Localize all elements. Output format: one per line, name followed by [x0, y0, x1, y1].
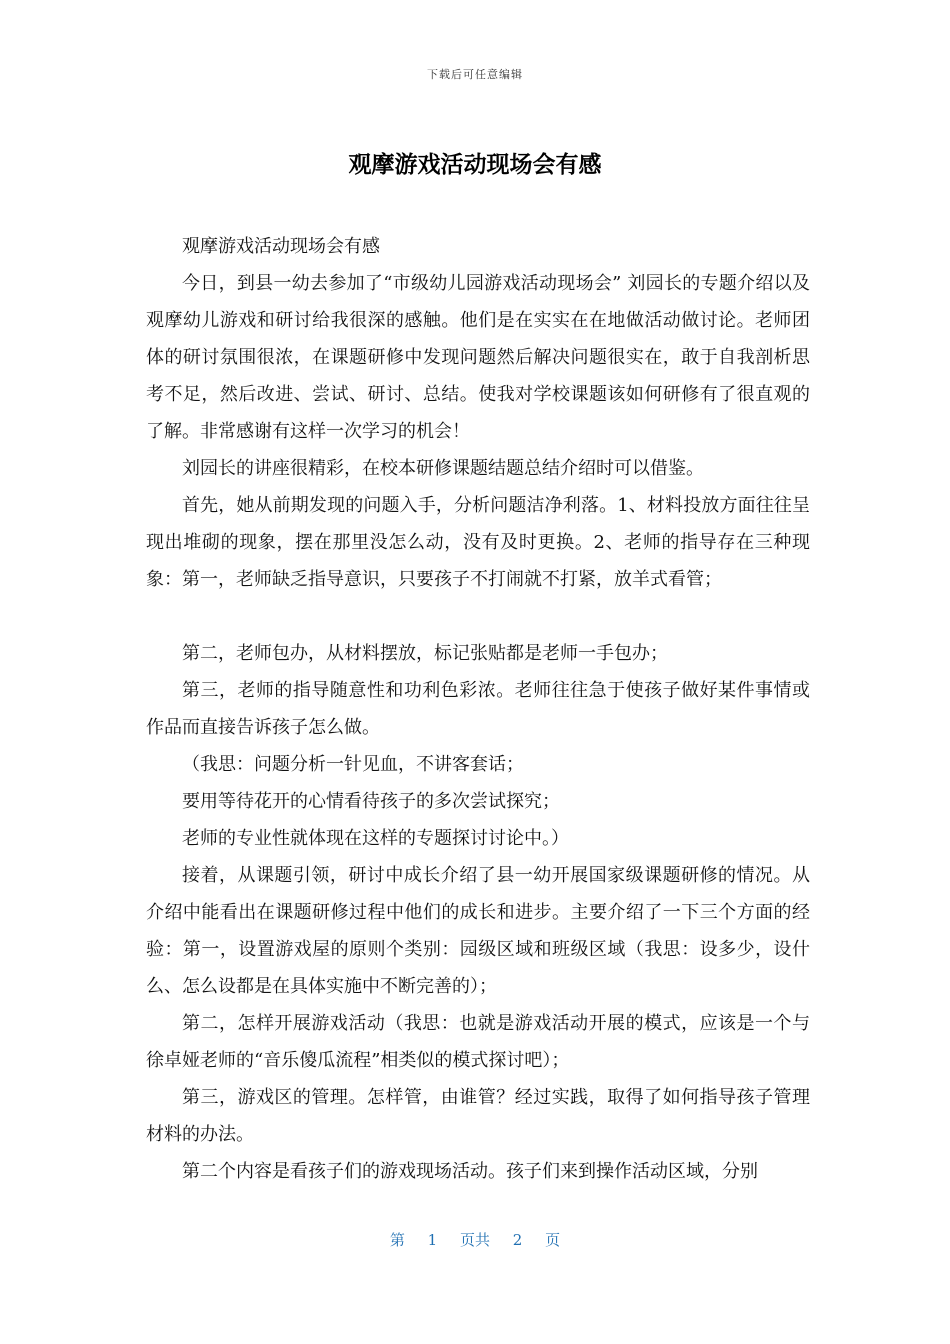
paragraph: 刘园长的讲座很精彩，在校本研修课题结题总结介绍时可以借鉴。: [182, 458, 704, 479]
paragraph: （我思：问题分析一针见血，不讲客套话；: [182, 754, 524, 775]
paragraph: 第二，怎样开展游戏活动（我思：也就是游戏活动开展的模式，应该是一个与徐卓娅老师的“音乐傻瓜流程”相类似的模式探讨吧）；: [146, 1013, 810, 1071]
paragraph: 今日，到县一幼去参加了“市级幼儿园游戏活动现场会” 刘园长的专题介绍以及观摩幼儿游戏和研讨给我很深的感触。他们是在实实在在地做活动做讨论。老师团体的研讨氛围很浓，在课题研修中发现问题然后解决问题很实在，敢于自我剖析思考不足，然后改进、尝试、研讨、总结。使我对学校课题该如何研修有了很直观的了解。非常感谢有这样一次学习的机会！: [146, 273, 810, 442]
footer-suffix: 页: [545, 1231, 561, 1249]
paragraph: 第二，老师包办，从材料摆放，标记张贴都是老师一手包办；: [182, 643, 668, 664]
paragraph: 第二个内容是看孩子们的游戏现场活动。孩子们来到操作活动区域，分别: [182, 1161, 758, 1182]
paragraph: 接着，从课题引领，研讨中成长介绍了县一幼开展国家级课题研修的情况。从介绍中能看出在课题研修过程中他们的成长和进步。主要介绍了一下三个方面的经验：第一，设置游戏屋的原则个类别：园级区域和班级区域（我思：设多少，设什么、怎么设都是在具体实施中不断完善的）；: [146, 865, 810, 997]
paragraph: 第三，老师的指导随意性和功利色彩浓。老师往往急于使孩子做好某件事情或作品而直接告诉孩子怎么做。: [146, 680, 810, 738]
document-body: [146, 228, 810, 1190]
paragraph: 要用等待花开的心情看待孩子的多次尝试探究；: [182, 791, 560, 812]
footer-total-pages: 2: [512, 1231, 523, 1249]
header-note: 下载后可任意编辑: [427, 68, 523, 81]
footer-prefix: 第: [389, 1231, 405, 1249]
paragraph: 老师的专业性就体现在这样的专题探讨讨论中。）: [182, 828, 569, 849]
document-title: 观摩游戏活动现场会有感: [348, 152, 602, 178]
paragraph: 首先，她从前期发现的问题入手，分析问题洁净利落。1、材料投放方面往往呈现出堆砌的现象，摆在那里没怎么动，没有及时更换。2、老师的指导存在三种现象：第一，老师缺乏指导意识，只要孩子不打闹就不打紧，放羊式看管；: [146, 495, 810, 590]
footer-middle: 页共: [459, 1231, 490, 1249]
page-footer: [0, 1229, 950, 1250]
footer-current-page: 1: [427, 1231, 438, 1249]
paragraph: 观摩游戏活动现场会有感: [182, 236, 380, 257]
paragraph: 第三，游戏区的管理。怎样管，由谁管？经过实践，取得了如何指导孩子管理材料的办法。: [146, 1087, 810, 1145]
